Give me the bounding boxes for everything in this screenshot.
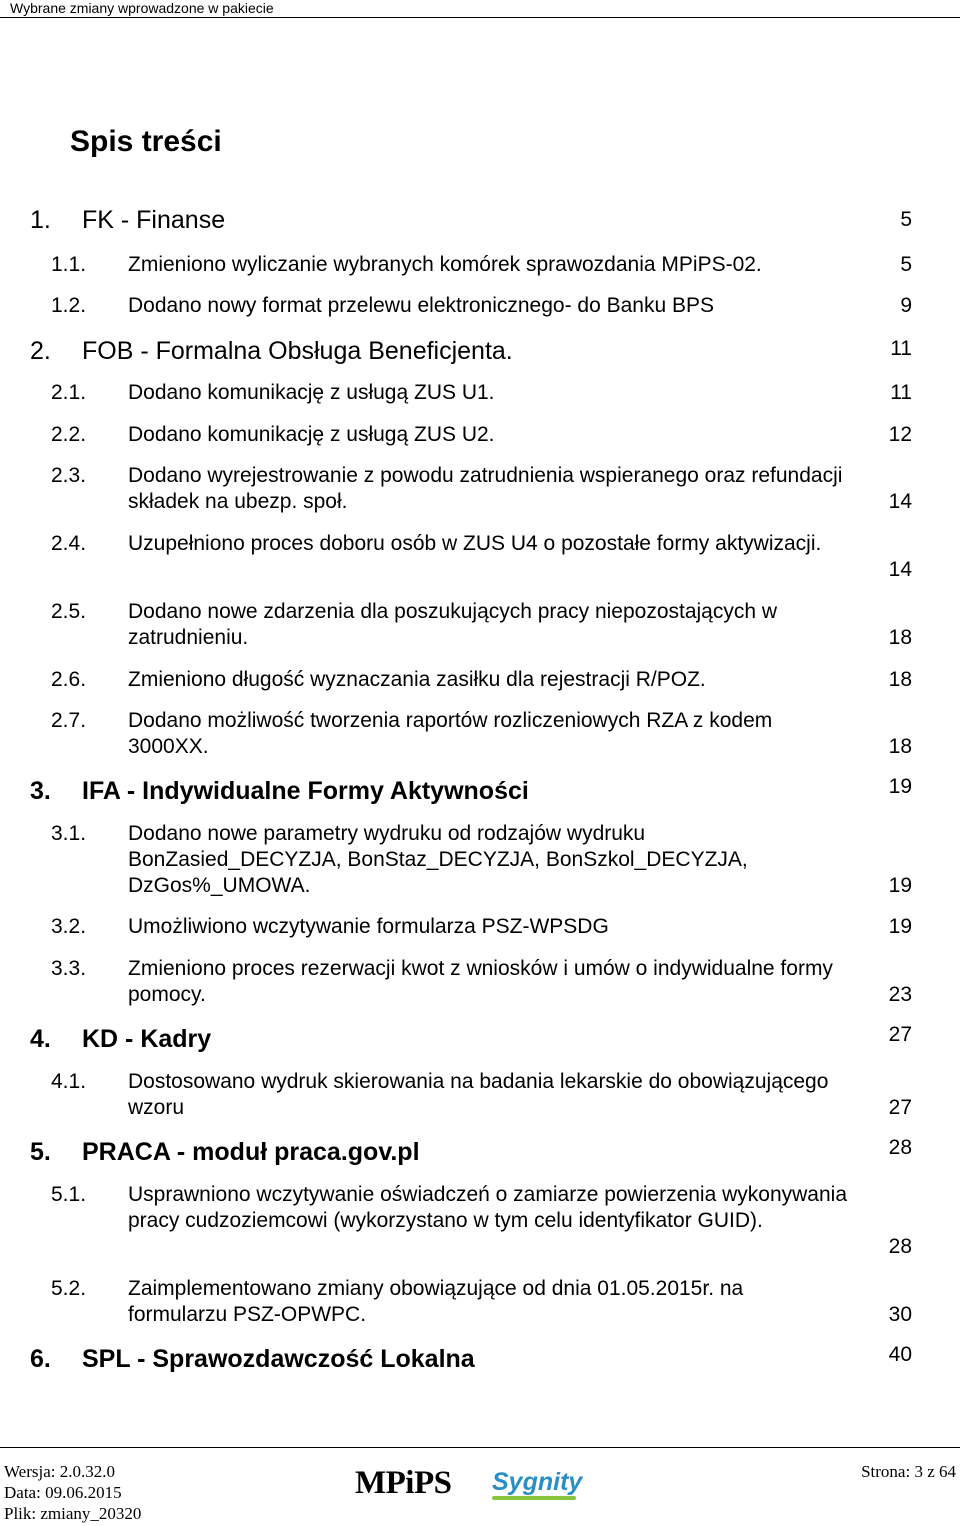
toc-entry-page: 28 xyxy=(888,1136,912,1159)
toc-entry-text: Usprawniono wczytywanie oświadczeń o zamiarze powierzenia wykonywania pracy cudzoziemcowi (wykorzystano w tym celu identyfikator GUID). xyxy=(128,1183,847,1232)
toc-entry-text: Dodano wyrejestrowanie z powodu zatrudnienia wspieranego oraz refundacji składek na ubezp. społ. xyxy=(128,464,843,513)
toc-entry-page: 28 xyxy=(888,1235,912,1258)
toc-entry-page: 5 xyxy=(900,253,912,276)
mpips-logo: MPiPS xyxy=(355,1465,452,1501)
toc-entry-text: Uzupełniono proces doboru osób w ZUS U4 o pozostałe formy aktywizacji. xyxy=(128,532,822,555)
footer-file: Plik: zmiany_20320 xyxy=(4,1504,142,1523)
footer-version: Wersja: 2.0.32.0 xyxy=(4,1462,115,1481)
footer-date: Data: 09.06.2015 xyxy=(4,1483,122,1502)
toc-entry-text: Zaimplementowano zmiany obowiązujące od dnia 01.05.2015r. na formularzu PSZ-OPWPC. xyxy=(128,1277,744,1326)
toc-entry-text: PRACA - moduł praca.gov.pl xyxy=(82,1138,420,1166)
toc-entry-page: 14 xyxy=(888,558,912,581)
toc-entry-text: Dodano komunikację z usługą ZUS U1. xyxy=(128,381,495,404)
sygnity-logo xyxy=(492,1466,582,1498)
toc-entry-text: Zmieniono długość wyznaczania zasiłku dla rejestracji R/POZ. xyxy=(128,668,706,691)
toc-entry-text: Dostosowano wydruk skierowania na badania lekarskie do obowiązującego wzoru xyxy=(128,1070,829,1119)
toc-entry-page: 18 xyxy=(888,668,912,691)
footer-info xyxy=(4,1461,141,1524)
document-header xyxy=(0,0,960,18)
toc-entry-number: 2.3. xyxy=(51,464,87,487)
toc-entry-page: 11 xyxy=(890,337,912,360)
toc-entry-page: 11 xyxy=(890,381,912,404)
toc-entry-number: 2.4. xyxy=(51,532,87,555)
toc-entry-page: 19 xyxy=(888,874,912,897)
footer-page-number: Strona: 3 z 64 xyxy=(861,1462,956,1481)
sygnity-logo-text: Sygnity xyxy=(492,1468,583,1496)
toc-entry-page: 9 xyxy=(900,294,912,317)
header-title: Wybrane zmiany wprowadzone w pakiecie xyxy=(10,0,274,16)
toc-entry-text: Umożliwiono wczytywanie formularza PSZ-WPSDG xyxy=(128,915,609,938)
toc-entry-page: 19 xyxy=(888,915,912,938)
toc-entry-page: 18 xyxy=(888,626,912,649)
toc-entry-text: Dodano możliwość tworzenia raportów rozliczeniowych RZA z kodem 3000XX. xyxy=(128,709,773,758)
toc-entry-number: 2.2. xyxy=(51,423,87,446)
toc-entry-number: 4. xyxy=(30,1025,51,1053)
toc-entry-page: 19 xyxy=(888,775,912,798)
toc-entry-page: 5 xyxy=(900,208,912,231)
toc-entry-text: KD - Kadry xyxy=(82,1025,212,1053)
toc-entry-page: 23 xyxy=(888,983,912,1006)
toc-entry-text: SPL - Sprawozdawczość Lokalna xyxy=(82,1345,475,1373)
toc-title: Spis treści xyxy=(70,125,222,158)
toc-entry-text: IFA - Indywidualne Formy Aktywności xyxy=(82,777,529,805)
toc-entry-text: FK - Finanse xyxy=(82,206,226,234)
toc-entry-number: 3. xyxy=(30,777,51,805)
toc-entry-number: 5. xyxy=(30,1138,51,1166)
toc-entry-number: 2.1. xyxy=(51,381,87,404)
toc-entry-text: Zmieniono proces rezerwacji kwot z wniosków i umów o indywidualne formy pomocy. xyxy=(128,957,833,1006)
toc-entry-number: 2. xyxy=(30,337,51,365)
toc-entry-number: 5.1. xyxy=(51,1183,87,1206)
toc-entry-number: 6. xyxy=(30,1345,51,1373)
toc-entry-text: Dodano nowe zdarzenia dla poszukujących pracy niepozostających w zatrudnieniu. xyxy=(128,600,778,649)
toc-entry-page: 18 xyxy=(888,735,912,758)
toc-entry-number: 1.1. xyxy=(51,253,87,276)
toc-entry-page: 12 xyxy=(888,423,912,446)
toc-entry-text: Zmieniono wyliczanie wybranych komórek sprawozdania MPiPS-02. xyxy=(128,253,762,276)
toc-entry-number: 3.3. xyxy=(51,957,87,980)
toc-entry-number: 2.6. xyxy=(51,668,87,691)
toc-entry-text: Dodano nowe parametry wydruku od rodzajów wydruku BonZasied_DECYZJA, BonStaz_DECYZJA, BonSzkol_DECYZJA, DzGos%_UMOWA. xyxy=(128,822,748,897)
header-divider xyxy=(0,17,960,18)
toc-entry-page: 30 xyxy=(888,1303,912,1326)
toc-entry-number: 1. xyxy=(30,206,51,234)
toc-entry-number: 5.2. xyxy=(51,1277,87,1300)
toc-entry-page: 27 xyxy=(888,1096,912,1119)
toc-entry-number: 4.1. xyxy=(51,1070,87,1093)
toc-entry-text: Dodano nowy format przelewu elektronicznego- do Banku BPS xyxy=(128,294,714,317)
toc-entry-page: 27 xyxy=(888,1023,912,1046)
footer-divider xyxy=(0,1447,960,1448)
toc-entry-number: 3.2. xyxy=(51,915,87,938)
sygnity-logo-swoosh xyxy=(492,1496,576,1500)
toc-entry-number: 3.1. xyxy=(51,822,87,845)
toc-entry-page: 40 xyxy=(888,1343,912,1366)
toc-entry-page: 14 xyxy=(888,490,912,513)
toc-entry-text: FOB - Formalna Obsługa Beneficjenta. xyxy=(82,337,513,365)
toc-entry-text: Dodano komunikację z usługą ZUS U2. xyxy=(128,423,495,446)
toc-entry-number: 1.2. xyxy=(51,294,87,317)
toc-entry-number: 2.7. xyxy=(51,709,87,732)
toc-entry-number: 2.5. xyxy=(51,600,87,623)
